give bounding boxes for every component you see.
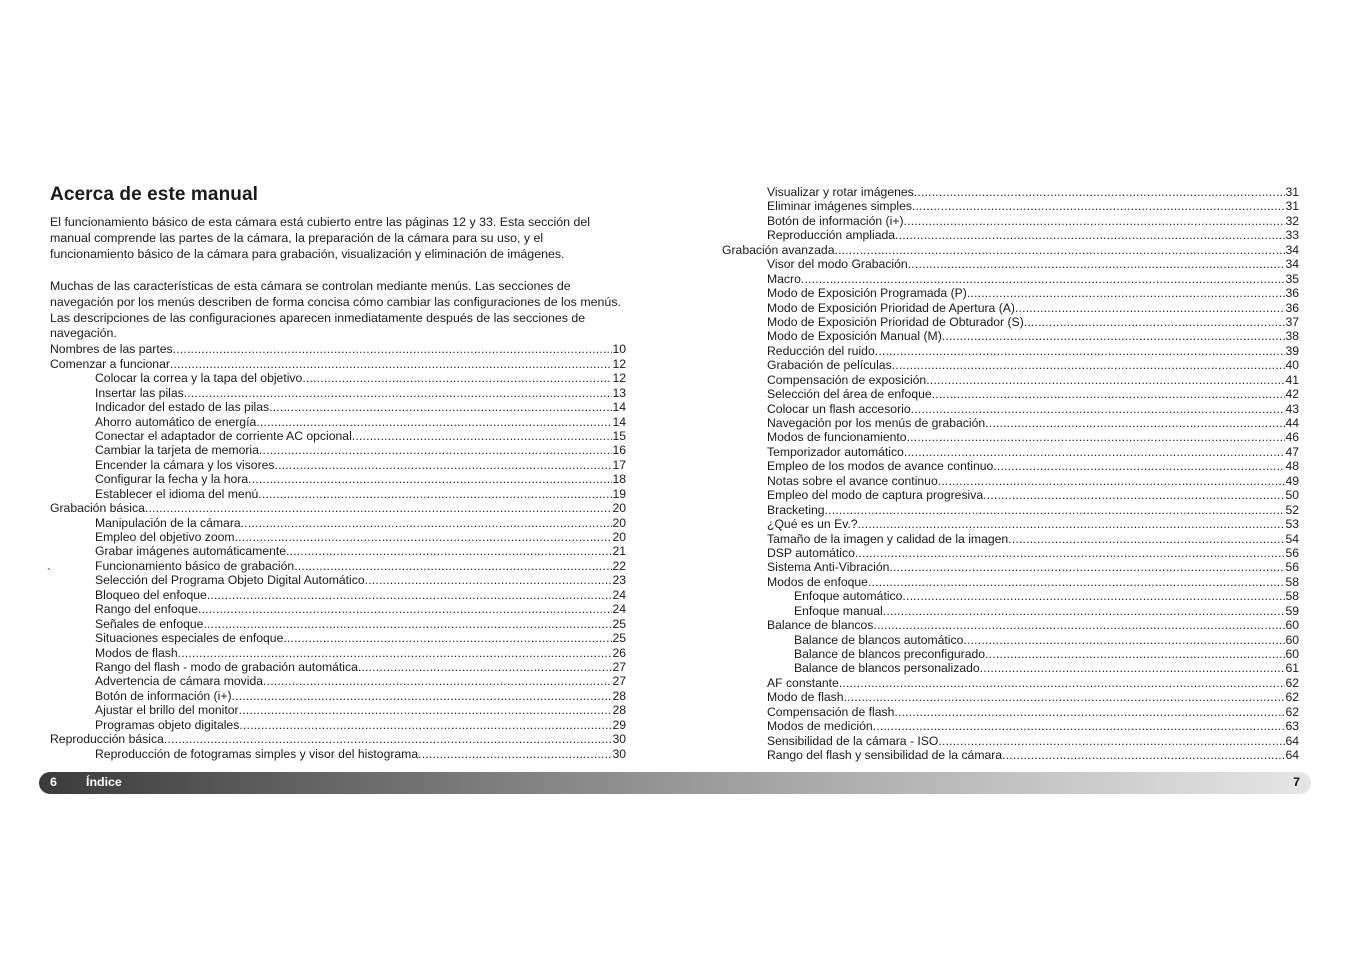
- toc-leader-dots: [938, 474, 1286, 488]
- toc-leader-dots: [883, 604, 1286, 618]
- toc-entry: [722, 560, 1299, 574]
- toc-leader-dots: [907, 430, 1286, 444]
- toc-entry-page: 37: [1285, 314, 1299, 329]
- table-of-contents-left: [50, 342, 626, 761]
- toc-leader-dots: [207, 588, 613, 602]
- toc-leader-dots: [258, 487, 612, 501]
- toc-entry-label: Enfoque automático: [794, 589, 903, 604]
- toc-entry: [722, 604, 1299, 618]
- toc-entry-page: 27: [612, 674, 626, 689]
- toc-leader-dots: [352, 429, 613, 443]
- toc-entry-label: Insertar las pilas: [95, 385, 184, 400]
- toc-entry: [50, 530, 626, 544]
- toc-entry-page: 21: [612, 544, 626, 559]
- toc-leader-dots: [908, 257, 1286, 271]
- toc-entry-page: 60: [1285, 632, 1299, 647]
- intro-text: [50, 215, 626, 342]
- toc-entry: [722, 445, 1299, 459]
- toc-leader-dots: [904, 445, 1286, 459]
- toc-entry-label: Reproducción de fotogramas simples y visor del histograma: [95, 746, 419, 761]
- toc-entry-label: Temporizador automático: [767, 444, 904, 459]
- toc-entry: [722, 272, 1299, 286]
- toc-entry-label: Empleo del modo de captura progresiva: [767, 488, 984, 503]
- toc-leader-dots: [963, 633, 1285, 647]
- toc-entry-label: Colocar la correa y la tapa del objetivo: [95, 371, 303, 386]
- toc-leader-dots: [858, 517, 1286, 531]
- toc-entry-page: 39: [1285, 343, 1299, 358]
- toc-entry-label: Configurar la fecha y la hora: [95, 472, 249, 487]
- toc-entry-label: Empleo de los modos de avance continuo: [767, 459, 994, 474]
- toc-entry-label: Modo de Exposición Prioridad de Obturador (S): [767, 314, 1024, 329]
- toc-entry-page: 14: [612, 400, 626, 415]
- toc-entry-label: Bloqueo del enfoque: [95, 587, 207, 602]
- toc-entry: [722, 633, 1299, 647]
- toc-entry-label: Visor del modo Grabación: [767, 257, 908, 272]
- toc-leader-dots: [232, 689, 613, 703]
- toc-entry-page: 62: [1285, 704, 1299, 719]
- toc-leader-dots: [873, 719, 1286, 733]
- toc-entry-page: 17: [612, 457, 626, 472]
- toc-entry-page: 36: [1285, 286, 1299, 301]
- toc-entry-page: 60: [1285, 647, 1299, 661]
- toc-entry: [50, 674, 626, 688]
- toc-entry-label: Sensibilidad de la cámara - ISO: [767, 733, 939, 748]
- toc-entry-page: 25: [612, 616, 626, 631]
- toc-entry-label: Botón de información (i+): [95, 688, 232, 703]
- toc-entry-page: 23: [612, 573, 626, 588]
- toc-entry: [50, 357, 626, 371]
- toc-entry: [722, 488, 1299, 502]
- toc-entry-page: 27: [612, 659, 626, 674]
- toc-entry-label: Grabación básica: [50, 501, 145, 516]
- toc-entry: [50, 747, 626, 761]
- toc-entry-page: 58: [1285, 574, 1299, 589]
- toc-entry: [722, 690, 1299, 704]
- toc-leader-dots: [825, 503, 1286, 517]
- toc-entry: [722, 214, 1299, 228]
- toc-entry-label: Nombres de las partes: [50, 342, 173, 357]
- toc-leader-dots: [902, 589, 1285, 603]
- toc-leader-dots: [164, 732, 613, 746]
- right-page: [722, 185, 1299, 763]
- toc-leader-dots: [145, 501, 613, 515]
- toc-entry-label: Balance de blancos automático: [794, 632, 964, 647]
- toc-entry-label: DSP automático: [767, 545, 855, 560]
- toc-entry-page: 61: [1285, 661, 1299, 676]
- toc-entry-page: 14: [612, 414, 626, 429]
- toc-entry-page: 49: [1285, 473, 1299, 488]
- toc-entry: [722, 358, 1299, 372]
- toc-leader-dots: [1015, 301, 1285, 315]
- toc-entry-page: 30: [612, 746, 626, 761]
- toc-leader-dots: [985, 647, 1285, 661]
- toc-entry: [50, 487, 626, 501]
- toc-leader-dots: [184, 386, 613, 400]
- toc-entry-page: 31: [1285, 185, 1299, 199]
- toc-leader-dots: [938, 734, 1285, 748]
- toc-entry-page: 28: [612, 703, 626, 718]
- toc-entry-page: 40: [1285, 358, 1299, 373]
- toc-entry: [722, 719, 1299, 733]
- toc-entry-label: Reproducción básica: [50, 732, 164, 747]
- toc-entry: [50, 458, 626, 472]
- toc-entry-page: 46: [1285, 430, 1299, 445]
- intro-paragraph-2: Muchas de las características de esta cámara se controlan mediante menús. Las secciones de navegación por los menús describen de forma concisa cómo cambiar las configuraciones de los menús. Las descripciones de las configuraciones aparecen inmediatamente después de las secciones de navegación.: [50, 278, 621, 341]
- toc-entry-page: 62: [1285, 690, 1299, 705]
- toc-entry: [50, 573, 626, 587]
- toc-leader-dots: [967, 286, 1286, 300]
- toc-entry-page: 16: [612, 443, 626, 458]
- toc-leader-dots: [873, 618, 1285, 632]
- toc-entry-label: Visualizar y rotar imágenes: [767, 185, 914, 199]
- toc-entry-label: Ajustar el brillo del monitor: [95, 703, 239, 718]
- toc-entry: [722, 387, 1299, 401]
- toc-entry: [722, 705, 1299, 719]
- toc-entry-label: Macro: [767, 271, 801, 286]
- toc-entry: [50, 371, 626, 385]
- toc-entry-page: 24: [612, 602, 626, 617]
- toc-entry-page: 29: [612, 717, 626, 732]
- toc-leader-dots: [980, 661, 1286, 675]
- toc-entry: [50, 544, 626, 558]
- toc-entry-page: 54: [1285, 531, 1299, 546]
- toc-entry-page: 52: [1285, 502, 1299, 517]
- toc-entry-page: 20: [612, 530, 626, 545]
- toc-entry: [722, 459, 1299, 473]
- toc-entry-label: Establecer el idioma del menú: [95, 486, 259, 501]
- toc-entry: [722, 344, 1299, 358]
- toc-entry: [50, 646, 626, 660]
- toc-entry: [722, 647, 1299, 661]
- toc-entry: [50, 429, 626, 443]
- toc-leader-dots: [263, 674, 612, 688]
- toc-entry-label: Botón de información (i+): [767, 213, 904, 228]
- toc-entry-page: 26: [612, 645, 626, 660]
- toc-entry: [722, 257, 1299, 271]
- left-page-number: 6: [50, 775, 57, 789]
- toc-leader-dots: [173, 342, 613, 356]
- toc-entry-page: 64: [1285, 748, 1299, 763]
- toc-entry: [722, 575, 1299, 589]
- toc-leader-dots: [904, 214, 1286, 228]
- toc-entry-page: 53: [1285, 517, 1299, 532]
- toc-entry-label: Balance de blancos personalizado: [794, 661, 980, 676]
- intro-paragraph-1: El funcionamiento básico de esta cámara está cubierto entre las páginas 12 y 33. Esta sección del manual comprende las partes de la cámara, la preparación de la cámara para su uso, y el funcionamiento básico de la cámara para grabación, visualización y eliminación de imágenes.: [50, 215, 590, 261]
- toc-entry: [722, 430, 1299, 444]
- toc-entry: [722, 589, 1299, 603]
- toc-entry-page: 56: [1285, 545, 1299, 560]
- toc-entry-label: Compensación de exposición: [767, 372, 927, 387]
- toc-entry-page: 38: [1285, 329, 1299, 344]
- toc-entry: [50, 516, 626, 530]
- toc-entry: [722, 618, 1299, 632]
- toc-entry-label: Empleo del objetivo zoom: [95, 530, 235, 545]
- toc-leader-dots: [894, 705, 1285, 719]
- toc-entry-label: Navegación por los menús de grabación: [767, 416, 986, 430]
- toc-entry-page: 60: [1285, 618, 1299, 633]
- toc-entry-label: Encender la cámara y los visores: [95, 457, 275, 472]
- toc-entry-page: 33: [1285, 228, 1299, 243]
- toc-entry: [50, 559, 626, 573]
- toc-entry: [722, 373, 1299, 387]
- toc-leader-dots: [868, 575, 1285, 589]
- toc-entry-label: Modo de Exposición Manual (M): [767, 329, 942, 344]
- toc-entry-page: 34: [1285, 257, 1299, 272]
- toc-entry-label: Conectar el adaptador de corriente AC opcional: [95, 428, 352, 443]
- toc-entry-page: 30: [612, 732, 626, 747]
- toc-entry-label: Balance de blancos: [767, 618, 874, 633]
- toc-entry-label: Grabación de películas: [767, 358, 892, 373]
- toc-entry-label: Funcionamiento básico de grabación: [95, 558, 295, 573]
- toc-leader-dots: [895, 228, 1285, 242]
- toc-entry-label: Notas sobre el avance continuo: [767, 473, 938, 488]
- toc-entry-label: Eliminar imágenes simples: [767, 199, 912, 214]
- toc-entry: [722, 503, 1299, 517]
- toc-entry-page: 43: [1285, 401, 1299, 416]
- toc-entry-label: Indicador del estado de las pilas: [95, 400, 270, 415]
- toc-leader-dots: [283, 631, 612, 645]
- toc-leader-dots: [926, 373, 1285, 387]
- toc-entry-page: 41: [1285, 372, 1299, 387]
- toc-entry-label: Señales de enfoque: [95, 616, 204, 631]
- toc-leader-dots: [942, 329, 1286, 343]
- toc-entry-page: 25: [612, 631, 626, 646]
- toc-leader-dots: [203, 617, 612, 631]
- table-of-contents-right: [722, 185, 1299, 763]
- toc-entry: [722, 474, 1299, 488]
- toc-entry: [50, 703, 626, 717]
- toc-entry-page: 56: [1285, 560, 1299, 575]
- toc-entry: [722, 546, 1299, 560]
- toc-entry-label: Advertencia de cámara movida: [95, 674, 264, 689]
- toc-entry: [50, 732, 626, 746]
- toc-entry: [50, 602, 626, 616]
- left-page: [50, 184, 626, 761]
- toc-entry-label: Cambiar la tarjeta de memoria: [95, 443, 259, 458]
- toc-entry-label: Reproducción ampliada: [767, 228, 896, 243]
- toc-entry-page: 36: [1285, 300, 1299, 315]
- toc-leader-dots: [239, 703, 613, 717]
- toc-entry-label: Grabar imágenes automáticamente: [95, 544, 287, 559]
- toc-entry-page: 19: [612, 486, 626, 501]
- toc-leader-dots: [892, 358, 1286, 372]
- toc-entry-page: 50: [1285, 488, 1299, 503]
- toc-entry-label: Selección del Programa Objeto Digital Automático: [95, 573, 365, 588]
- toc-entry: [722, 748, 1299, 762]
- toc-entry: [722, 301, 1299, 315]
- toc-entry: [722, 329, 1299, 343]
- toc-leader-dots: [259, 443, 613, 457]
- toc-entry-label: Enfoque manual: [794, 603, 883, 618]
- toc-leader-dots: [1008, 532, 1285, 546]
- toc-leader-dots: [993, 459, 1285, 473]
- toc-entry-label: Modos de funcionamiento: [767, 430, 907, 445]
- toc-leader-dots: [1024, 315, 1286, 329]
- toc-entry: [50, 342, 626, 356]
- toc-leader-dots: [932, 387, 1286, 401]
- toc-leader-dots: [844, 690, 1286, 704]
- toc-entry-label: Tamaño de la imagen y calidad de la imagen: [767, 531, 1009, 546]
- toc-entry-page: 42: [1285, 387, 1299, 402]
- toc-entry: [722, 199, 1299, 213]
- toc-entry-label: Situaciones especiales de enfoque: [95, 631, 284, 646]
- toc-leader-dots: [855, 546, 1286, 560]
- toc-entry-label: ¿Qué es un Ev.?: [767, 517, 858, 532]
- toc-entry-page: 28: [612, 688, 626, 703]
- toc-entry-page: 12: [612, 371, 626, 386]
- toc-entry: [50, 472, 626, 486]
- toc-entry: [722, 734, 1299, 748]
- toc-leader-dots: [239, 718, 612, 732]
- toc-entry: [50, 443, 626, 457]
- toc-leader-dots: [269, 400, 612, 414]
- toc-entry-label: Balance de blancos preconfigurado: [794, 647, 986, 661]
- toc-entry-page: 20: [612, 501, 626, 516]
- toc-entry-label: AF constante: [767, 675, 839, 690]
- toc-entry-page: 20: [612, 515, 626, 530]
- toc-entry: [50, 415, 626, 429]
- toc-entry-page: 10: [612, 342, 626, 357]
- toc-entry: [722, 416, 1299, 430]
- toc-entry: [722, 517, 1299, 531]
- toc-leader-dots: [912, 199, 1285, 213]
- toc-leader-dots: [365, 573, 613, 587]
- toc-entry-label: Programas objeto digitales: [95, 717, 240, 732]
- right-page-number: 7: [1293, 775, 1300, 789]
- toc-leader-dots: [178, 646, 613, 660]
- toc-entry-page: 15: [612, 428, 626, 443]
- toc-leader-dots: [418, 747, 612, 761]
- toc-leader-dots: [294, 559, 612, 573]
- toc-entry-page: 64: [1285, 733, 1299, 748]
- toc-entry: [50, 689, 626, 703]
- toc-entry-label: Modo de flash: [767, 690, 844, 705]
- toc-leader-dots: [275, 458, 613, 472]
- stray-mark: `: [47, 566, 51, 580]
- toc-leader-dots: [839, 676, 1286, 690]
- toc-entry-page: 34: [1285, 242, 1299, 257]
- toc-entry: [722, 676, 1299, 690]
- toc-entry-page: 62: [1285, 675, 1299, 690]
- toc-entry: [50, 386, 626, 400]
- toc-entry-page: 35: [1285, 271, 1299, 286]
- toc-entry-label: Reducción del ruido: [767, 343, 875, 358]
- toc-entry-page: 59: [1285, 603, 1299, 618]
- toc-leader-dots: [985, 416, 1285, 430]
- toc-entry-page: 24: [612, 587, 626, 602]
- toc-leader-dots: [914, 185, 1286, 199]
- toc-entry-page: 12: [612, 356, 626, 371]
- toc-entry: [722, 532, 1299, 546]
- toc-entry: [722, 286, 1299, 300]
- toc-entry: [50, 617, 626, 631]
- toc-leader-dots: [1002, 748, 1285, 762]
- page-heading: Acerca de este manual: [50, 184, 259, 205]
- toc-leader-dots: [286, 544, 612, 558]
- toc-leader-dots: [889, 560, 1285, 574]
- toc-entry: [50, 588, 626, 602]
- toc-entry-label: Sistema Anti-Vibración: [767, 560, 890, 575]
- toc-leader-dots: [875, 344, 1286, 358]
- toc-entry-page: 44: [1285, 416, 1299, 430]
- toc-entry: [722, 661, 1299, 675]
- toc-entry-label: Manipulación de la cámara: [95, 515, 241, 530]
- toc-leader-dots: [358, 660, 613, 674]
- toc-entry-label: Rango del flash y sensibilidad de la cámara: [767, 748, 1003, 763]
- toc-entry: [50, 400, 626, 414]
- toc-entry-label: Colocar un flash accesorio: [767, 401, 911, 416]
- toc-entry-page: 18: [612, 472, 626, 487]
- toc-entry-label: Modos de medición: [767, 719, 873, 734]
- toc-leader-dots: [170, 357, 613, 371]
- toc-entry-label: Grabación avanzada: [722, 242, 835, 257]
- toc-entry-label: Rango del flash - modo de grabación automática: [95, 659, 358, 674]
- toc-entry-label: Modo de Exposición Programada (P): [767, 286, 967, 301]
- toc-entry-label: Modo de Exposición Prioridad de Apertura (A): [767, 300, 1015, 315]
- toc-entry-label: Modos de enfoque: [767, 574, 868, 589]
- toc-leader-dots: [198, 602, 612, 616]
- toc-entry-page: 31: [1285, 199, 1299, 214]
- toc-entry-page: 13: [612, 385, 626, 400]
- toc-entry-page: 58: [1285, 589, 1299, 604]
- toc-leader-dots: [983, 488, 1285, 502]
- toc-entry: [50, 718, 626, 732]
- toc-entry-page: 47: [1285, 444, 1299, 459]
- toc-entry-page: 32: [1285, 213, 1299, 228]
- toc-leader-dots: [241, 516, 613, 530]
- toc-entry: [50, 660, 626, 674]
- toc-entry: [722, 228, 1299, 242]
- toc-leader-dots: [834, 243, 1285, 257]
- toc-entry-page: 48: [1285, 459, 1299, 474]
- toc-leader-dots: [801, 272, 1286, 286]
- toc-entry: [722, 402, 1299, 416]
- toc-entry: [50, 631, 626, 645]
- toc-entry: [722, 185, 1299, 199]
- toc-leader-dots: [256, 415, 612, 429]
- toc-leader-dots: [248, 472, 612, 486]
- toc-leader-dots: [911, 402, 1286, 416]
- toc-leader-dots: [235, 530, 613, 544]
- toc-entry-label: Comenzar a funcionar: [50, 356, 170, 371]
- toc-entry: [722, 315, 1299, 329]
- toc-entry-label: Selección del área de enfoque: [767, 387, 932, 402]
- section-title: Índice: [86, 775, 122, 789]
- toc-entry-label: Compensación de flash: [767, 704, 895, 719]
- toc-entry: [722, 243, 1299, 257]
- toc-entry-page: 22: [612, 558, 626, 573]
- toc-entry-label: Rango del enfoque: [95, 602, 199, 617]
- toc-entry-label: Ahorro automático de energía: [95, 414, 257, 429]
- toc-entry-label: Bracketing: [767, 502, 825, 517]
- toc-entry: [50, 501, 626, 515]
- toc-entry-label: Modos de flash: [95, 645, 178, 660]
- footer-bar: [39, 772, 1311, 794]
- toc-leader-dots: [302, 371, 612, 385]
- toc-entry-page: 63: [1285, 719, 1299, 734]
